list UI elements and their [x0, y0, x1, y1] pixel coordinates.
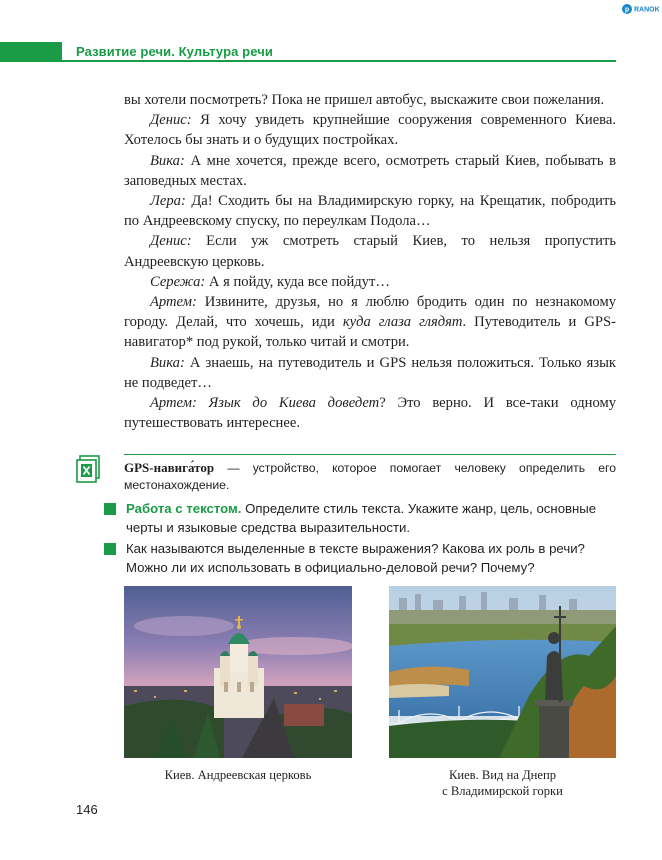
page-number: 146 — [76, 802, 98, 817]
paragraph: Лера: Да! Сходить бы на Владимирскую горку, на Крещатик, побродить по Андреевскому спуску, по переулкам Подола… — [124, 193, 616, 230]
speaker-name: Вика: — [150, 354, 185, 371]
speaker-name: Денис: — [150, 112, 192, 129]
dialogue-text — [124, 90, 616, 433]
task-text: Работа с текстом. Определите стиль текста. Укажите жанр, цель, основные черты и языковые средства выразительности. — [126, 501, 597, 535]
speaker-name: Денис: — [150, 233, 192, 250]
photo-caption: Киев. Андреевская церковь — [164, 768, 312, 782]
footnote-text — [124, 459, 616, 494]
idiom-highlight: Язык до Киева доведет — [208, 395, 380, 412]
task-text: Как называются выделенные в тексте выражения? Какова их роль в речи? Можно ли их использовать в официально-деловой речи? Почему? — [126, 541, 585, 575]
speaker-name: Лера: — [150, 193, 186, 210]
photo-andrew-church — [124, 586, 352, 758]
svg-text:р: р — [624, 6, 630, 14]
paragraph: Вика: А мне хочется, прежде всего, осмотреть старый Киев, побывать в заповедных местах. — [124, 152, 616, 189]
footnote-term: GPS-навига́тор — [124, 460, 215, 475]
photo-dnipro-view — [389, 586, 616, 758]
footnote-definition: — устройство, которое помогает человеку определить его местонахождение. — [124, 461, 616, 492]
footnote-rule — [124, 454, 616, 455]
paragraph: Артем: Язык до Киева доведет? Это верно. И все-таки одному путешествовать интереснее. — [124, 395, 616, 432]
photo-caption: Киев. Вид на Днепр с Владимирской горки — [442, 768, 563, 798]
speaker-name: Вика: — [150, 152, 185, 169]
paragraph: вы хотели посмотреть? Пока не пришел автобус, выскажите свои пожелания. — [124, 92, 605, 108]
paragraph: Вика: А знаешь, на путеводитель и GPS нельзя положиться. Только язык не подведет… — [124, 354, 616, 391]
task-marker — [104, 503, 116, 515]
paragraph: Артем: Извините, друзья, но я люблю бродить один по незнакомому городу. Делай, что хочешь, иди куда глаза глядят. Путеводитель и GPS-навигатор* под рукой, только читай и смотри. — [124, 294, 617, 351]
header-accent-block — [0, 42, 62, 62]
task-lead: Работа с текстом. — [126, 501, 242, 516]
logo-text: RANOK — [634, 6, 659, 14]
task-marker — [104, 543, 116, 555]
paragraph: Сережа: А я пойду, куда все пойдут… — [150, 273, 390, 290]
paragraph: Денис: Если уж смотреть старый Киев, то нельзя пропустить Андреевскую церковь. — [124, 233, 616, 270]
header-rule — [62, 60, 616, 62]
dictionary-icon — [75, 455, 101, 483]
section-header — [0, 42, 616, 62]
publisher-logo — [621, 2, 659, 16]
speaker-name: Артем: — [150, 395, 197, 412]
idiom-highlight: куда глаза глядят — [342, 314, 463, 331]
paragraph: Денис: Я хочу увидеть крупнейшие сооружения современного Киева. Хотелось бы знать и о будущих постройках. — [124, 112, 616, 149]
speaker-name: Сережа: — [150, 273, 206, 290]
speaker-name: Артем: — [150, 294, 197, 311]
section-title: Развитие речи. Культура речи — [76, 44, 273, 59]
